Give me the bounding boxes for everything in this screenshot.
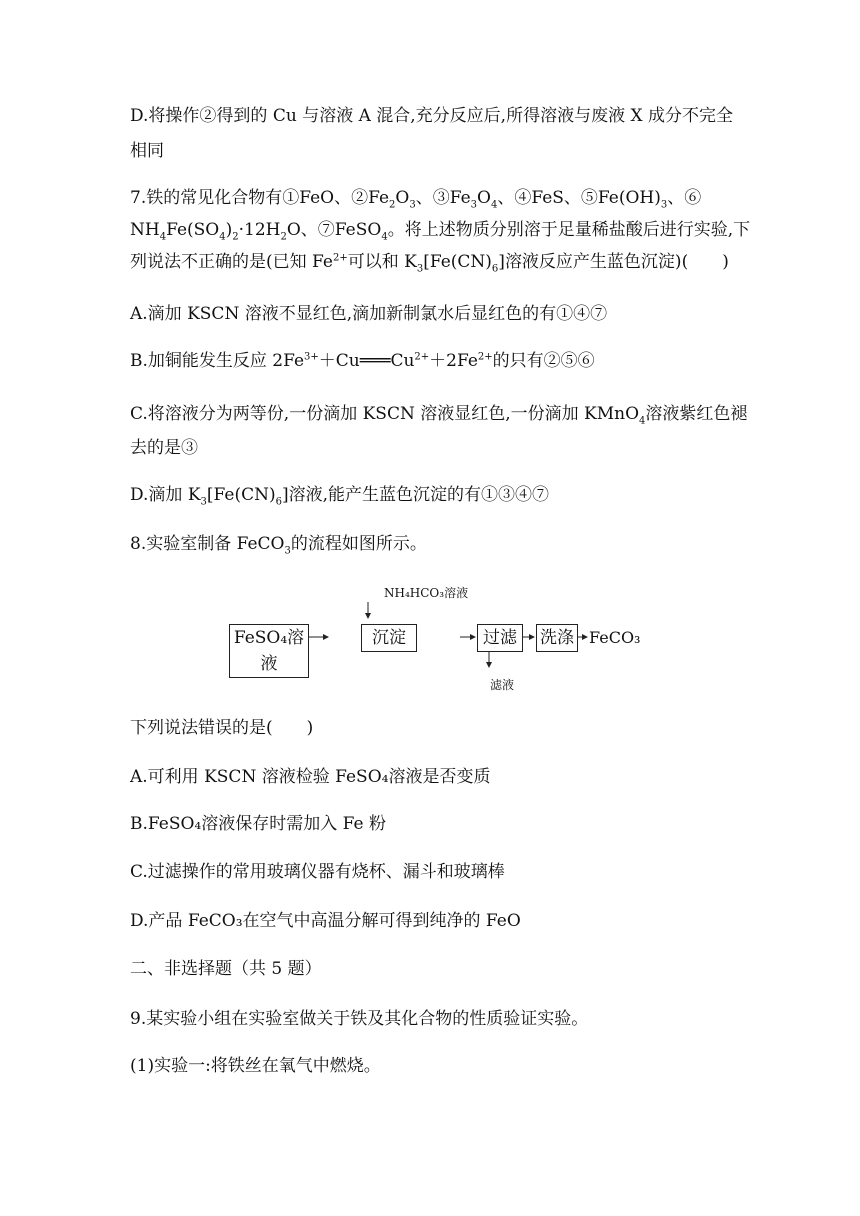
q7-stem-line2: $NH_4Fe(SO_4)_2\cdot 12H_2O$、⑦FeSO$_4$。将上述物质分别溶于足量稀盐酸后进行实验,下 [130,220,751,243]
q7-stem-line3: 列说法不正确的是(已知 $Fe^{2+}$可以和 $K_3[Fe(CN)_6]$溶液反应产生蓝色沉淀)( ) [130,252,729,275]
q6-option-d-line1: D.将操作②得到的 Cu 与溶液 A 混合,充分反应后,所得溶液与废液 X 成分不完全 [130,106,733,126]
flow-precipitation-box: 沉淀 [361,624,417,652]
q8-option-a: A.可利用 KSCN 溶液检验 FeSO₄溶液是否变质 [130,767,491,787]
q6-option-d-line2: 相同 [130,141,164,161]
q9-part1: (1)实验一:将铁丝在氧气中燃烧。 [130,1056,381,1076]
q8-option-d: D.产品 FeCO₃在空气中高温分解可得到纯净的 FeO [130,911,521,931]
flow-reagent-label: NH₄HCO₃溶液 [384,586,469,600]
q9-stem: 9.某实验小组在实验室做关于铁及其化合物的性质验证实验。 [130,1009,589,1029]
flow-washing-box: 洗涤 [536,624,578,652]
q8-option-c: C.过滤操作的常用玻璃仪器有烧杯、漏斗和玻璃棒 [130,862,505,882]
flow-product: FeCO₃ [589,628,641,647]
q7-option-b: B.加铜能发生反应 $2Fe^{3+}+Cu═══Cu^{2+}+2Fe^{2+}$的只有②⑤⑥ [130,351,595,371]
q7-option-c-line2: 去的是③ [130,438,198,458]
flow-start-box: FeSO₄溶液 [229,624,309,678]
flow-filtrate-label: 滤液 [490,678,515,692]
q8-option-b: B.FeSO₄溶液保存时需加入 Fe 粉 [130,814,386,834]
q8-question: 下列说法错误的是( ) [130,718,314,738]
q7-stem-line1: 7.铁的常见化合物有①FeO、$②Fe_2O_3$、$③Fe_3O_4$、④FeS、$⑤Fe(OH)_3$、⑥ [130,188,702,211]
q7-option-d: D.滴加 $K_3[Fe(CN)_6]$溶液,能产生蓝色沉淀的有①③④⑦ [130,485,550,508]
q8-stem: 8.实验室制备 FeCO$_3$的流程如图所示。 [130,534,427,557]
q7-option-c-line1: C.将溶液分为两等份,一份滴加 KSCN 溶液显红色,一份滴加 KMnO$_4$溶液紫红色褪 [130,404,748,427]
flow-filtration-box: 过滤 [477,624,523,652]
section-heading: 二、非选择题（共 5 题） [130,959,322,979]
q7-option-a: A.滴加 KSCN 溶液不显红色,滴加新制氯水后显红色的有①④⑦ [130,304,608,324]
